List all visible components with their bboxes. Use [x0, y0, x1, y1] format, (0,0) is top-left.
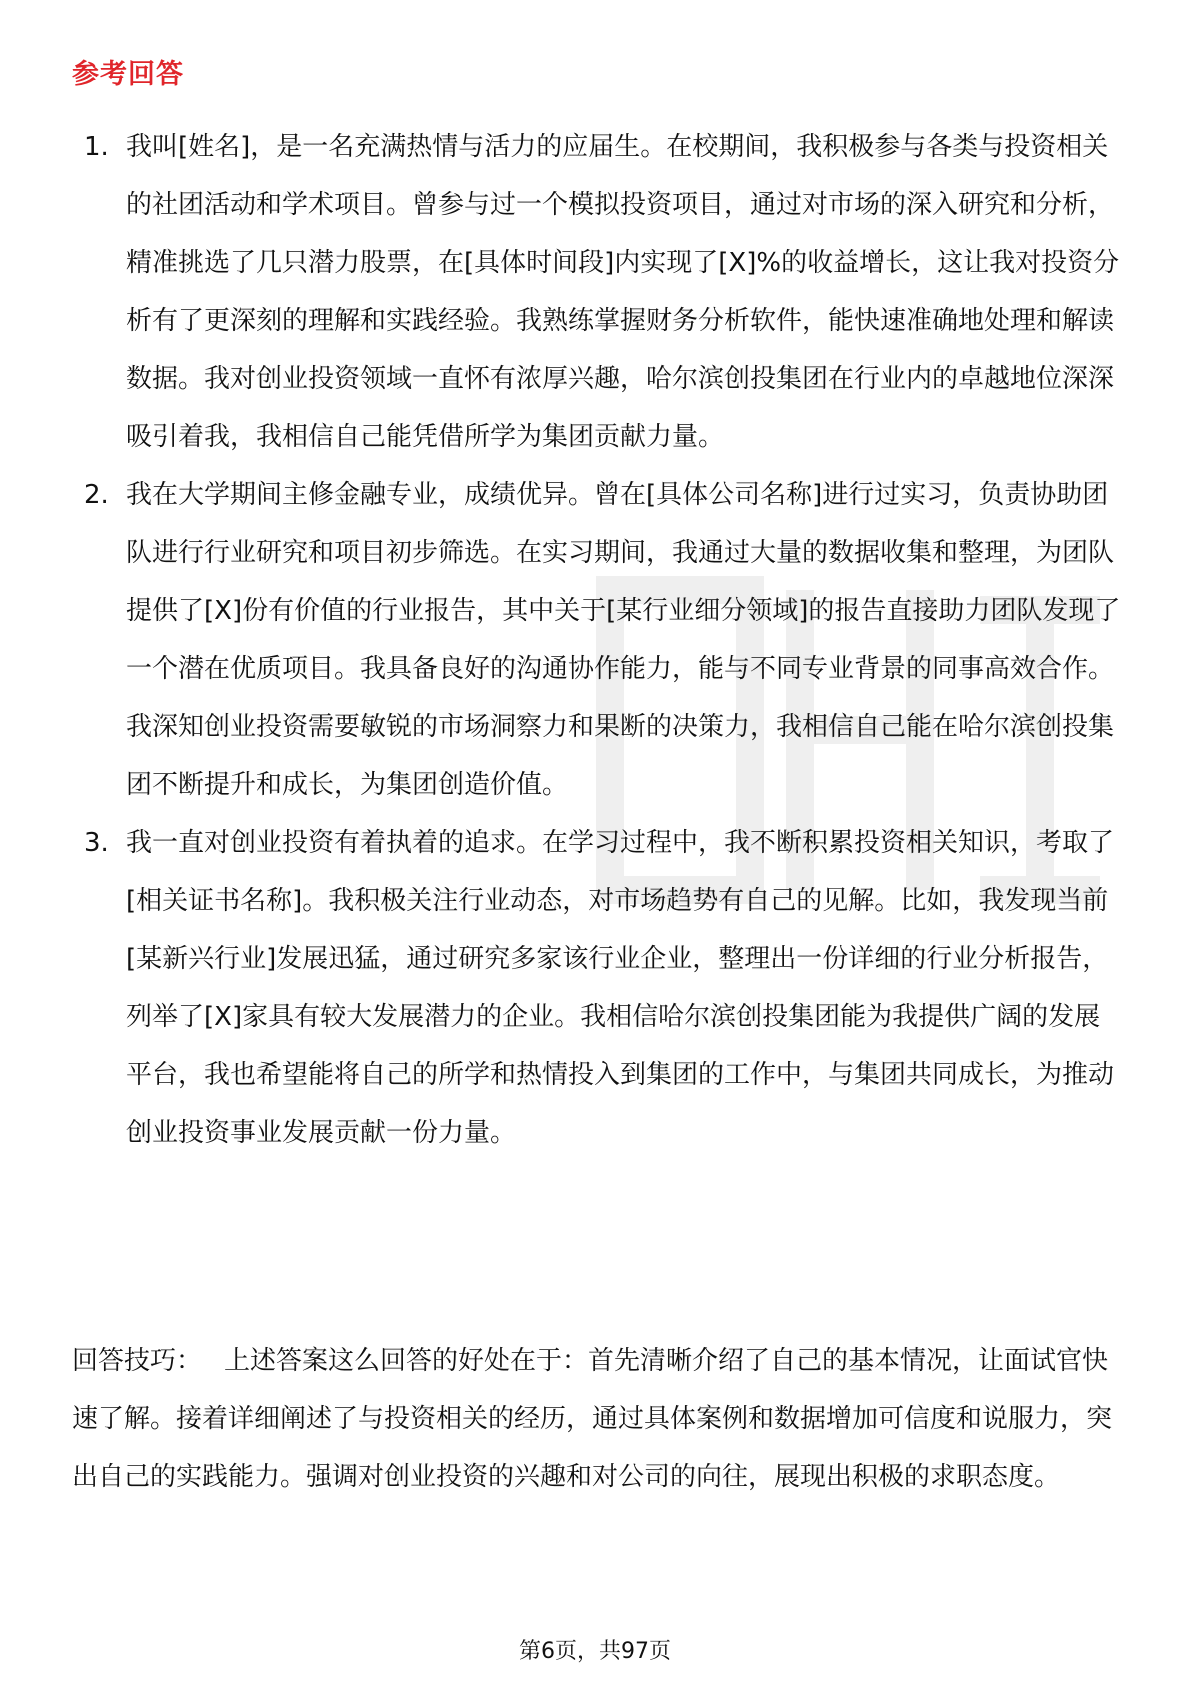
- page-footer: 第6页，共97页: [519, 1639, 671, 1664]
- answer-number: 2.: [84, 480, 109, 510]
- answer-list: [84, 118, 1124, 1162]
- answer-text: 我叫[姓名]，是一名充满热情与活力的应届生。在校期间，我积极参与各类与投资相关的社团活动和学术项目。曾参与过一个模拟投资项目，通过对市场的深入研究和分析，精准挑选了几只潜力股票，在[具体时间段]内实现了[X]%的收益增长，这让我对投资分析有了更深刻的理解和实践经验。我熟练掌握财务分析软件，能快速准确地处理和解读数据。我对创业投资领域一直怀有浓厚兴趣，哈尔滨创投集团在行业内的卓越地位深深吸引着我，我相信自己能凭借所学为集团贡献力量。: [126, 132, 1120, 452]
- section-title: 参考回答: [72, 59, 184, 90]
- tips-label: 回答技巧：: [72, 1346, 203, 1376]
- answer-text: 我一直对创业投资有着执着的追求。在学习过程中，我不断积累投资相关知识，考取了[相关证书名称]。我积极关注行业动态，对市场趋势有自己的见解。比如，我发现当前[某新兴行业]发展迅猛，通过研究多家该行业企业，整理出一份详细的行业分析报告，列举了[X]家具有较大发展潜力的企业。我相信哈尔滨创投集团能为我提供广阔的发展平台，我也希望能将自己的所学和热情投入到集团的工作中，与集团共同成长，为推动创业投资事业发展贡献一份力量。: [126, 828, 1115, 1148]
- answer-number: 3.: [84, 828, 109, 858]
- answer-text: 我在大学期间主修金融专业，成绩优异。曾在[具体公司名称]进行过实习，负责协助团队进行行业研究和项目初步筛选。在实习期间，我通过大量的数据收集和整理，为团队提供了[X]份有价值的行业报告，其中关于[某行业细分领域]的报告直接助力团队发现了一个潜在优质项目。我具备良好的沟通协作能力，能与不同专业背景的同事高效合作。我深知创业投资需要敏锐的市场洞察力和果断的决策力，我相信自己能在哈尔滨创投集团不断提升和成长，为集团创造价值。: [126, 480, 1121, 800]
- answer-item-3: [84, 814, 1124, 1162]
- answer-number: 1.: [84, 132, 109, 162]
- answer-tips: [72, 1332, 1126, 1506]
- answer-item-1: [84, 118, 1124, 466]
- tips-text: 上述答案这么回答的好处在于：首先清晰介绍了自己的基本情况，让面试官快速了解。接着详细阐述了与投资相关的经历，通过具体案例和数据增加可信度和说服力，突出自己的实践能力。强调对创业投资的兴趣和对公司的向往，展现出积极的求职态度。: [72, 1346, 1113, 1492]
- answer-item-2: [84, 466, 1124, 814]
